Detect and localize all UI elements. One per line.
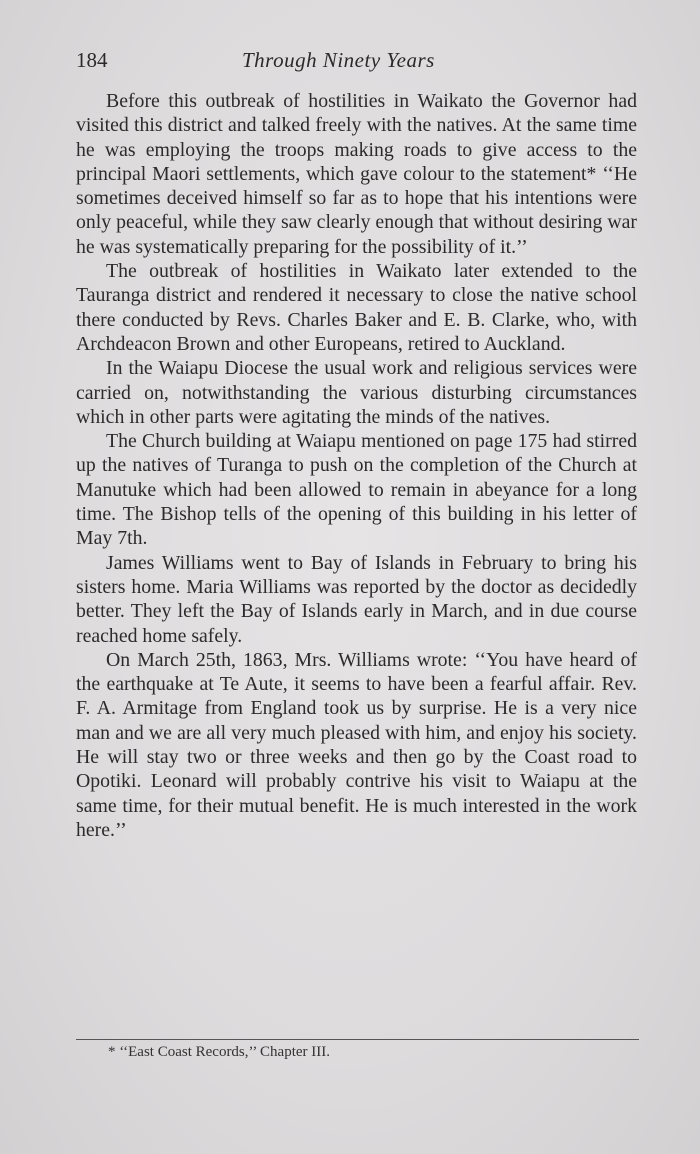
page-number: 184 xyxy=(76,48,108,72)
footnote-rule xyxy=(76,1039,639,1040)
paragraph: In the Waiapu Diocese the usual work and religious services were carried on, notwithstanding the various disturbing circumstances which in other parts were agitating the minds of the natives. xyxy=(76,357,637,428)
body-text xyxy=(76,89,637,842)
paragraph: On March 25th, 1863, Mrs. Williams wrote: ‘‘You have heard of the earthquake at Te Aute, it seems to have been a fearful affair. Rev. F. A. Armitage from England took us by surprise. He is a very nice man and we are all very much pleased with him, and enjoy his society. He will stay two or three weeks and then go by the Coast road to Opotiki. Leonard will probably contrive his visit to Waiapu at the same time, for their mutual benefit. He is much interested in the work here.’’ xyxy=(76,648,637,841)
page-header xyxy=(76,48,637,78)
running-title: Through Ninety Years xyxy=(242,48,435,72)
paragraph: James Williams went to Bay of Islands in February to bring his sisters home. Maria Williams was reported by the doctor as decidedly better. They left the Bay of Islands early in March, and in due course reached home safely. xyxy=(76,551,637,647)
paragraph: The outbreak of hostilities in Waikato later extended to the Tauranga district and rendered it necessary to close the native school there conducted by Revs. Charles Baker and E. B. Clarke, who, with Archdeacon Brown and other Europeans, retired to Auckland. xyxy=(76,260,637,355)
paragraph: Before this outbreak of hostilities in Waikato the Governor had visited this district and talked freely with the natives. At the same time he was employing the troops making roads to give access to the principal Maori settlements, which gave colour to the statement* ‘‘He sometimes deceived himself so far as to hope that his intentions were only peaceful, while they saw clearly enough that without desiring war he was systematically preparing for the possibility of it.’’ xyxy=(76,90,637,258)
paragraph: The Church building at Waiapu mentioned on page 175 had stirred up the natives of Turanga to push on the completion of the Church at Manutuke which had been allowed to remain in abeyance for a long time. The Bishop tells of the opening of this building in his letter of May 7th. xyxy=(76,430,637,550)
footnote: * ‘‘East Coast Records,’’ Chapter III. xyxy=(108,1044,331,1060)
